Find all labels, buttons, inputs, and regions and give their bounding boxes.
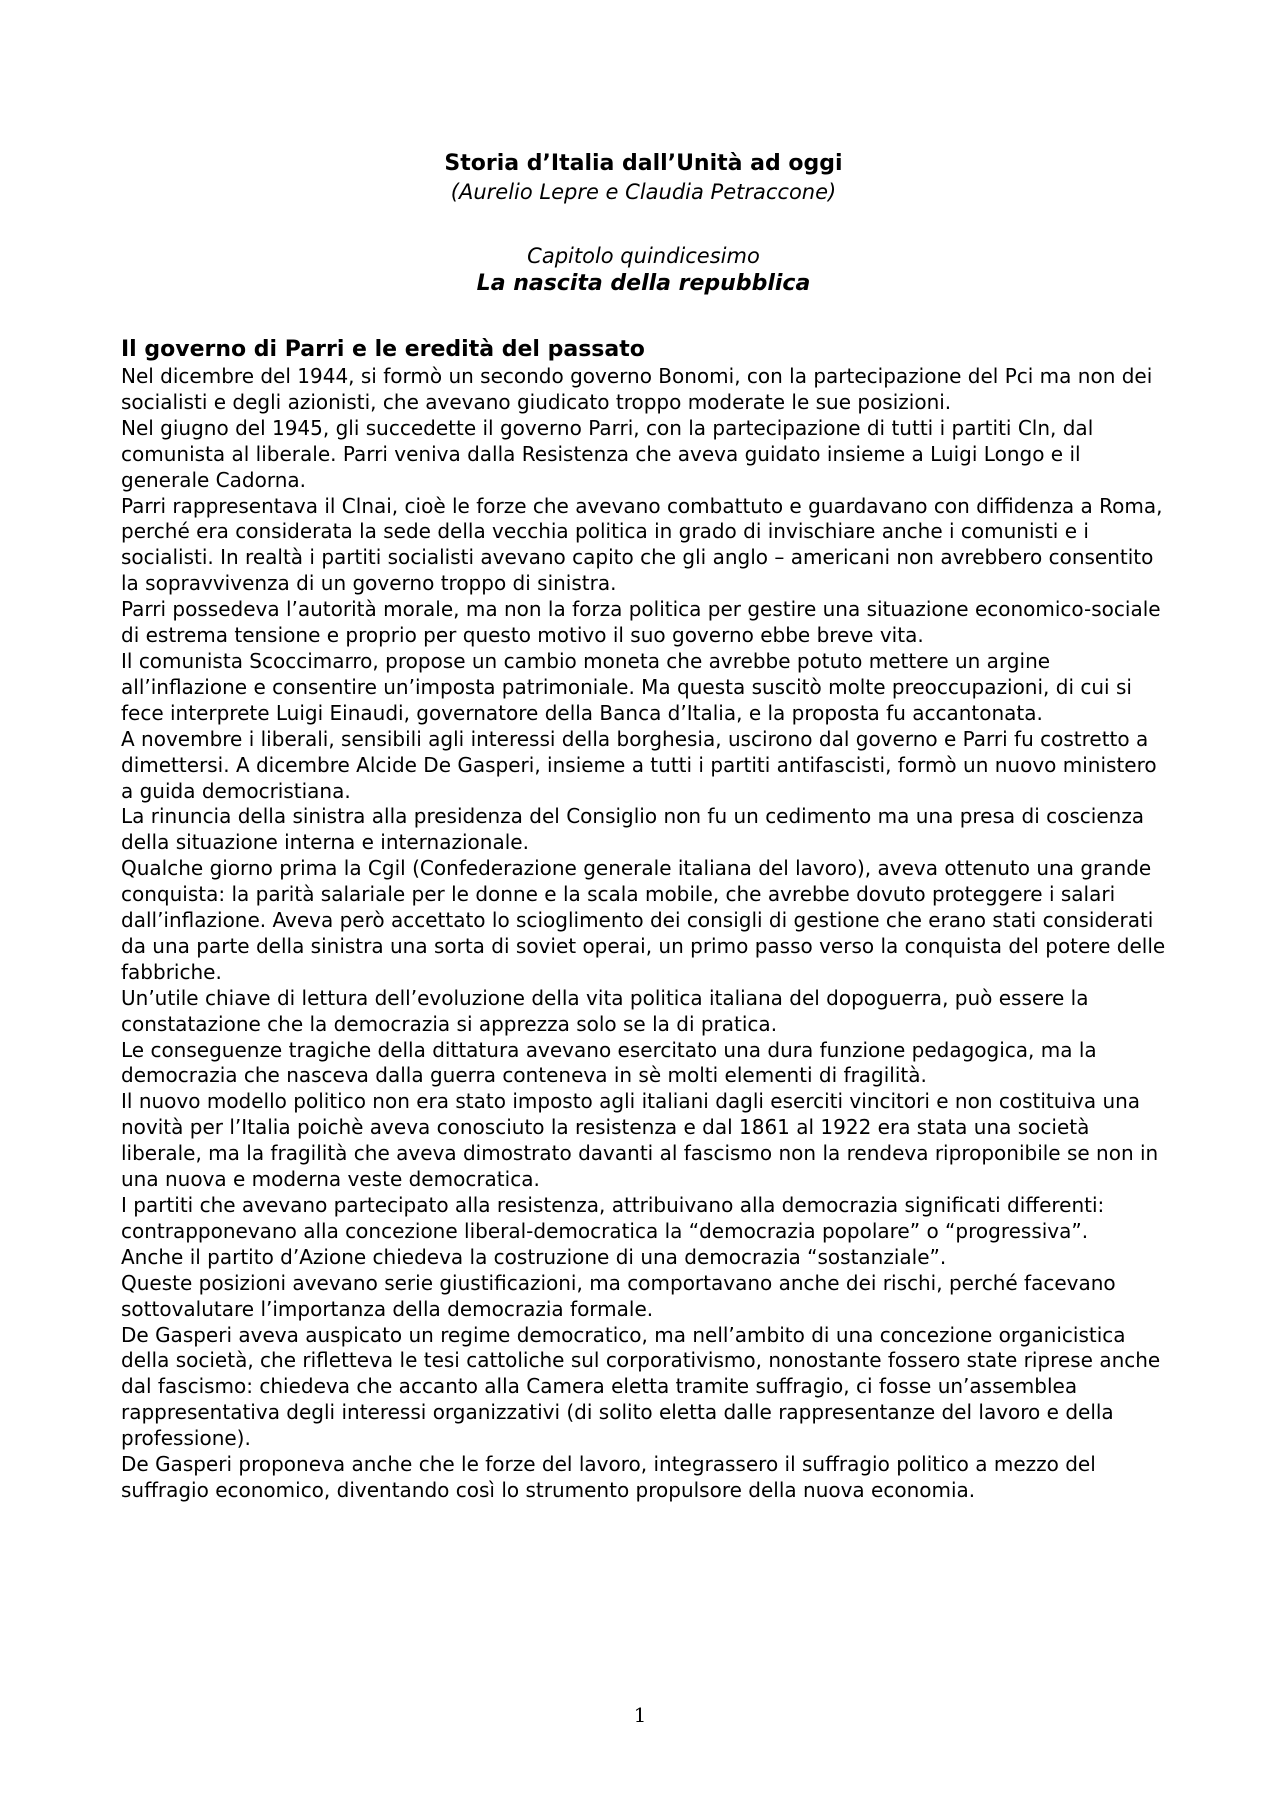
chapter-title: La nascita della repubblica [476, 271, 811, 296]
document-page [121, 150, 1166, 1504]
paragraph: Nel dicembre del 1944, si formò un secondo governo Bonomi, con la partecipazione del Pci ma non dei socialisti e degli azionisti, che avevano giudicato troppo moderate le sue posizioni. [121, 364, 1153, 414]
paragraph: A novembre i liberali, sensibili agli interessi della borghesia, uscirono dal governo e Parri fu costretto a dimettersi. A dicembre Alcide De Gasperi, insieme a tutti i partiti antifascisti, formò un nuovo ministero a guida democristiana. [121, 726, 1157, 803]
paragraph: I partiti che avevano partecipato alla resistenza, attribuivano alla democrazia significati differenti: contrapponevano alla concezione liberal-democratica la “democrazia popolare” o “progressiva”. [121, 1193, 1105, 1243]
paragraph: Anche il partito d’Azione chiedeva la costruzione di una democrazia “sostanziale”. [121, 1244, 947, 1269]
paragraph: De Gasperi proponeva anche che le forze del lavoro, integrassero il suffragio politico a mezzo del suffragio economico, diventando così lo strumento propulsore della nuova economia. [121, 1452, 1096, 1502]
paragraph: Qualche giorno prima la Cgil (Confederazione generale italiana del lavoro), aveva ottenuto una grande conquista: la parità salariale per le donne e la scala mobile, che avrebbe dovuto proteggere i salari dall’inflazione. Aveva però accettato lo scioglimento dei consigli di gestione che erano stati considerati da una parte della sinistra una sorta di soviet operai, un primo passo verso la conquista del potere delle fabbriche. [121, 856, 1166, 984]
section-heading: Il governo di Parri e le eredità del passato [121, 337, 645, 362]
paragraph: Il comunista Scoccimarro, propose un cambio moneta che avrebbe potuto mettere un argine all’inflazione e consentire un’imposta patrimoniale. Ma questa suscitò molte preoccupazioni, di cui si fece interprete Luigi Einaudi, governatore della Banca d’Italia, e la proposta fu accantonata. [121, 648, 1132, 725]
paragraph: De Gasperi aveva auspicato un regime democratico, ma nell’ambito di una concezione organicistica della società, che rifletteva le tesi cattoliche sul corporativismo, nonostante fossero state riprese anche dal fascismo: chiedeva che accanto alla Camera eletta tramite suffragio, ci fosse un’assemblea rappresentativa degli interessi organizzativi (di solito eletta dalle rappresentanze del lavoro e della professione). [121, 1322, 1161, 1451]
page-number: 1 [633, 1703, 647, 1727]
paragraph: Il nuovo modello politico non era stato imposto agli italiani dagli eserciti vincitori e non costituiva una novità per l’Italia poichè aveva conosciuto la resistenza e dal 1861 al 1922 era stata una società liberale, ma la fragilità che aveva dimostrato davanti al fascismo non la rendeva riproponibile se non in una nuova e moderna veste democratica. [121, 1089, 1159, 1192]
paragraph: La rinuncia della sinistra alla presidenza del Consiglio non fu un cedimento ma una presa di coscienza della situazione interna e internazionale. [121, 804, 1145, 855]
paragraph: Queste posizioni avevano serie giustificazioni, ma comportavano anche dei rischi, perché facevano sottovalutare l’importanza della democrazia formale. [121, 1270, 1116, 1321]
document-title: Storia d’Italia dall’Unità ad oggi [444, 151, 843, 176]
document-authors: (Aurelio Lepre e Claudia Petraccone) [450, 180, 837, 204]
paragraph: Nel giugno del 1945, gli succedette il governo Parri, con la partecipazione di tutti i partiti Cln, dal comunista al liberale. Parri veniva dalla Resistenza che aveva guidato insieme a Luigi Longo e il generale Cadorna. [121, 415, 1094, 492]
chapter-label: Capitolo quindicesimo [527, 244, 760, 268]
paragraph: Parri possedeva l’autorità morale, ma non la forza politica per gestire una situazione economico-sociale di estrema tensione e proprio per questo motivo il suo governo ebbe breve vita. [121, 597, 1161, 648]
paragraph: Le conseguenze tragiche della dittatura avevano esercitato una dura funzione pedagogica, ma la democrazia che nasceva dalla guerra conteneva in sè molti elementi di fragilità. [121, 1037, 1097, 1088]
paragraph: Parri rappresentava il Clnai, cioè le forze che avevano combattuto e guardavano con diffidenza a Roma, perché era considerata la sede della vecchia politica in grado di invischiare anche i comunisti e i socialisti. In realtà i partiti socialisti avevano capito che gli anglo – americani non avrebbero consentito la sopravvivenza di un governo troppo di sinistra. [121, 493, 1163, 596]
body-text [121, 364, 1166, 1504]
paragraph: Un’utile chiave di lettura dell’evoluzione della vita politica italiana del dopoguerra, può essere la constatazione che la democrazia si apprezza solo se la di pratica. [121, 985, 1089, 1036]
